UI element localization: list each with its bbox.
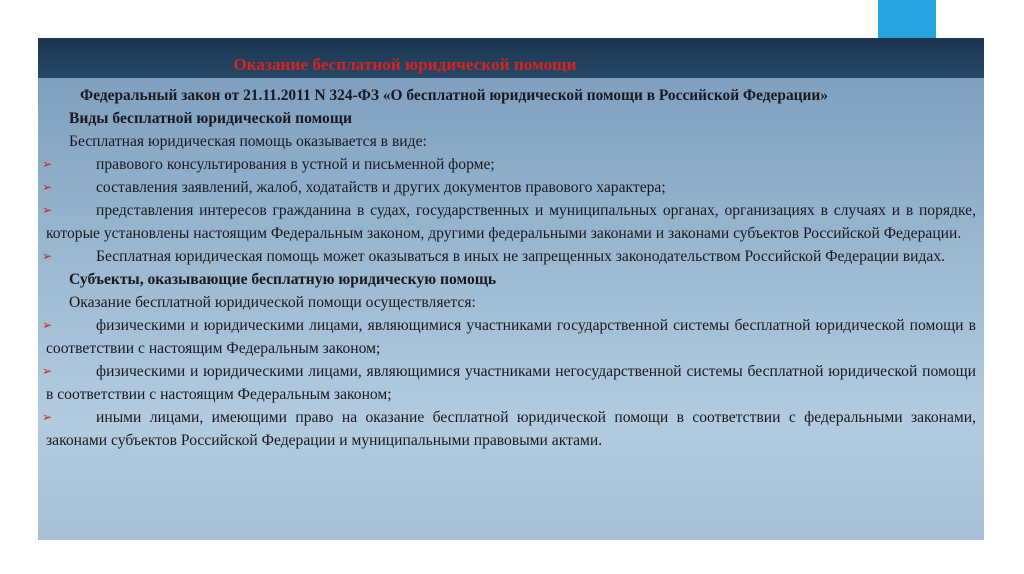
- content-panel: [38, 78, 984, 540]
- arrow-bullet-icon: ➢: [42, 203, 53, 217]
- arrow-bullet-icon: ➢: [42, 364, 53, 378]
- list-item-text: физическими и юридическими лицами, являющимися участниками государственной системы бесплатной юридической помощи в соответствии с настоящим Федеральным законом;: [46, 317, 976, 357]
- arrow-bullet-icon: ➢: [42, 410, 53, 424]
- list-item-text: составления заявлений, жалоб, ходатайств и других документов правового характера;: [96, 179, 666, 196]
- slide-title: Оказание бесплатной юридической помощи: [233, 55, 577, 74]
- list-item: [42, 360, 976, 406]
- list-item-text: правового консультирования в устной и письменной форме;: [96, 156, 495, 173]
- arrow-bullet-icon: ➢: [42, 318, 53, 332]
- section-intro-types: Бесплатная юридическая помощь оказывается в виде:: [69, 133, 427, 150]
- list-item: [42, 245, 976, 268]
- law-title: Федеральный закон от 21.11.2011 N 324-ФЗ «О бесплатной юридической помощи в Российской Федерации»: [80, 87, 828, 104]
- arrow-bullet-icon: ➢: [42, 249, 53, 263]
- section-heading-subjects: Субъекты, оказывающие бесплатную юридическую помощь: [69, 271, 497, 288]
- list-item: [42, 406, 976, 452]
- list-item: [42, 314, 976, 360]
- arrow-bullet-icon: ➢: [42, 157, 53, 171]
- list-item: [42, 199, 976, 245]
- list-item-text: иными лицами, имеющими право на оказание бесплатной юридической помощи в соответствии с федеральными законами, законами субъектов Российской Федерации и муниципальными правовыми актами.: [46, 409, 976, 449]
- list-item-text: Бесплатная юридическая помощь может оказываться в иных не запрещенных законодательством Российской Федерации видах.: [96, 248, 946, 265]
- section-intro-subjects: Оказание бесплатной юридической помощи осуществляется:: [69, 294, 476, 311]
- list-item: [42, 153, 976, 176]
- section-heading-types: Виды бесплатной юридической помощи: [69, 110, 353, 127]
- list-item-text: представления интересов гражданина в судах, государственных и муниципальных органах, организациях в случаях и в порядке, которые установлены настоящим Федеральным законом, другими федеральными законами и законами субъектов Российской Федерации.: [46, 202, 976, 242]
- list-item: [42, 176, 976, 199]
- list-item-text: физическими и юридическими лицами, являющимися участниками негосударственной системы бесплатной юридической помощи в соответствии с настоящим Федеральным законом;: [46, 363, 976, 403]
- arrow-bullet-icon: ➢: [42, 180, 53, 194]
